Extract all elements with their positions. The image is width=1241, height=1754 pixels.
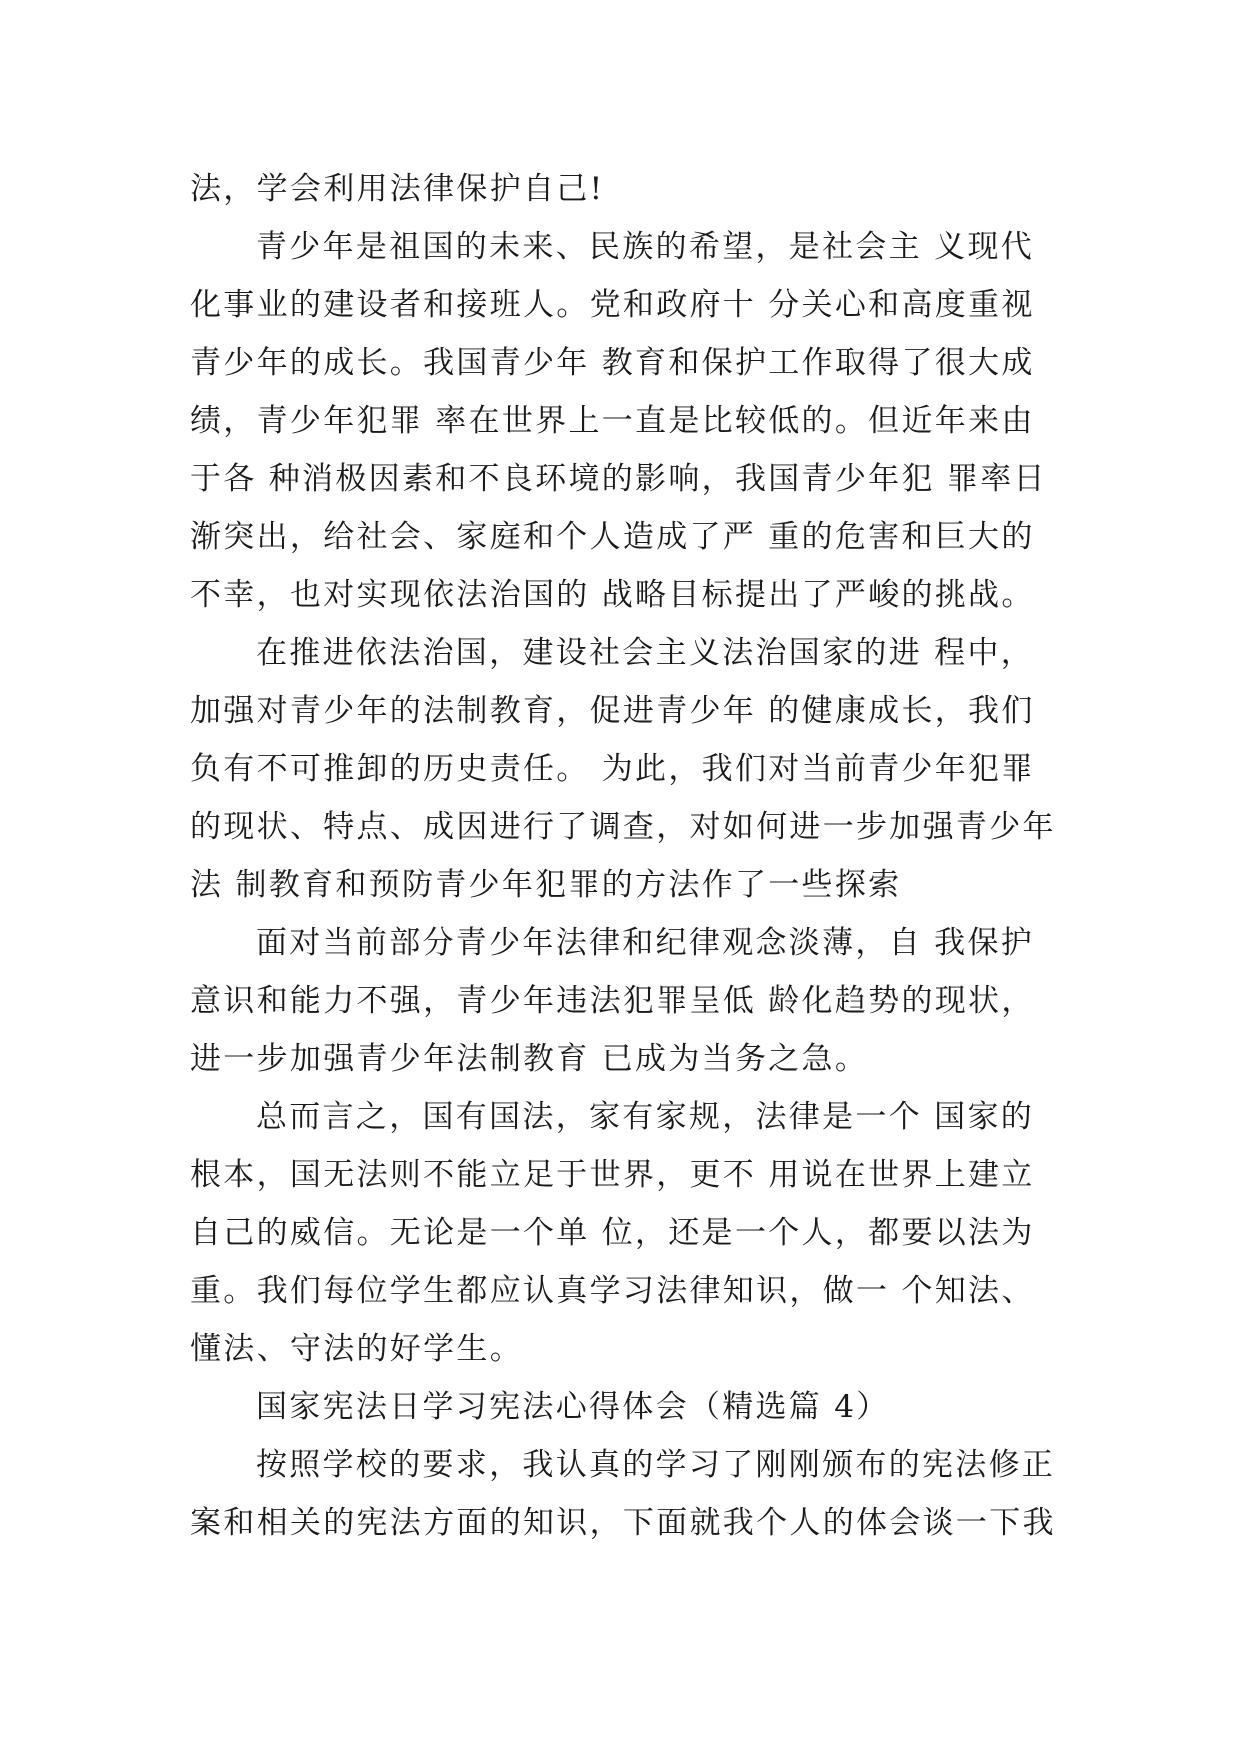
paragraph-start-line: 面对当前部分青少年法律和纪律观念淡薄，自 我保护	[256, 925, 1035, 961]
text-line-12: 的现状、特点、成因进行了调查，对如何进一步加强青少年	[190, 809, 1056, 845]
section-heading: 国家宪法日学习宪法心得体会（精选篇 4）	[256, 1389, 890, 1425]
text-line-13: 法 制教育和预防青少年犯罪的方法作了一些探索	[190, 867, 902, 903]
text-line-24: 案和相关的宪法方面的知识，下面就我个人的体会谈一下我	[190, 1505, 1056, 1541]
text-line-11: 负有不可推卸的历史责任。 为此，我们对当前青少年犯罪	[190, 751, 1035, 787]
text-line-7: 渐突出，给社会、家庭和个人造成了严 重的危害和巨大的	[190, 519, 1035, 555]
text-line-4: 青少年的成长。我国青少年 教育和保护工作取得了很大成	[190, 345, 1035, 381]
text-line-19: 自己的威信。无论是一个单 位，还是一个人，都要以法为	[190, 1215, 1035, 1251]
text-line-3: 化事业的建设者和接班人。党和政府十 分关心和高度重视	[190, 287, 1035, 323]
paragraph-start-line: 在推进依法治国，建设社会主义法治国家的进 程中，	[256, 635, 1035, 671]
text-line-8: 不幸，也对实现依法治国的 战略目标提出了严峻的挑战。	[190, 577, 1035, 613]
text-line-15: 意识和能力不强，青少年违法犯罪呈低 龄化趋势的现状，	[190, 983, 1035, 1019]
text-line-18: 根本，国无法则不能立足于世界，更不 用说在世界上建立	[190, 1157, 1035, 1193]
text-line-10: 加强对青少年的法制教育，促进青少年 的健康成长，我们	[190, 693, 1035, 729]
text-line-21: 懂法、守法的好学生。	[190, 1331, 523, 1367]
text-line-20: 重。我们每位学生都应认真学习法律知识，做一 个知法、	[190, 1273, 1035, 1309]
paragraph-start-line: 总而言之，国有国法，家有家规，法律是一个 国家的	[256, 1099, 1035, 1135]
text-line-1: 法，学会利用法律保护自己!	[190, 171, 605, 207]
paragraph-start-line: 青少年是祖国的未来、民族的希望，是社会主 义现代	[256, 229, 1035, 265]
paragraph-start-line: 按照学校的要求，我认真的学习了刚刚颁布的宪法修正	[256, 1447, 1056, 1483]
text-line-16: 进一步加强青少年法制教育 已成为当务之急。	[190, 1041, 869, 1077]
text-line-6: 于各 种消极因素和不良环境的影响，我国青少年犯 罪率日	[190, 461, 1047, 497]
text-line-5: 绩，青少年犯罪 率在世界上一直是比较低的。但近年来由	[190, 403, 1035, 439]
